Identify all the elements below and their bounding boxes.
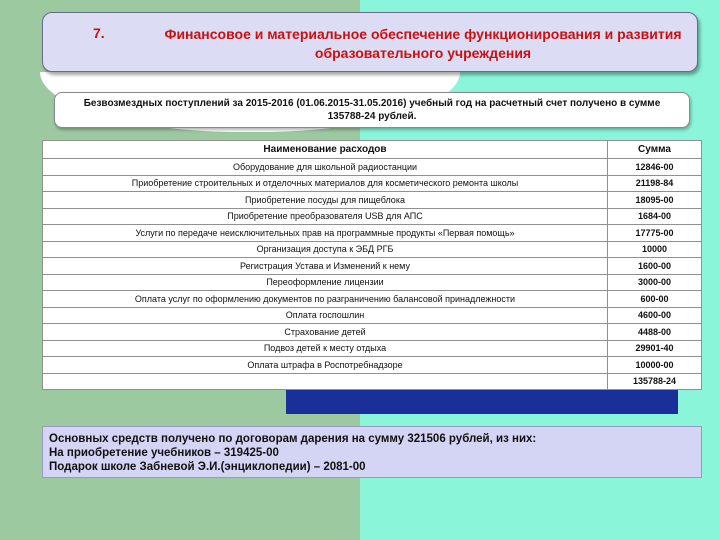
expense-sum: 29901-40 <box>608 340 702 357</box>
income-info-box: Безвозмездных поступлений за 2015-2016 (01.06.2015-31.05.2016) учебный год на расчетный счет получено в сумме 135788-24 рублей. <box>54 92 690 128</box>
table-row <box>43 192 702 209</box>
expense-sum: 17775-00 <box>608 225 702 242</box>
expense-name: Приобретение посуды для пищеблока <box>43 192 608 209</box>
donations-summary <box>42 426 702 478</box>
expense-sum: 4600-00 <box>608 307 702 324</box>
expense-name: Оплата госпошлин <box>43 307 608 324</box>
table-row <box>43 307 702 324</box>
expense-sum: 1600-00 <box>608 258 702 275</box>
summary-line: Подарок школе Забневой Э.И.(энциклопедии) – 2081-00 <box>49 461 366 473</box>
column-header-sum: Сумма <box>608 141 702 159</box>
column-header-name: Наименование расходов <box>43 141 608 159</box>
expense-sum: 3000-00 <box>608 274 702 291</box>
expense-name: Оплата услуг по оформлению документов по разграничению балансовой принадлежности <box>43 291 608 308</box>
expense-sum: 12846-00 <box>608 159 702 176</box>
table-row <box>43 340 702 357</box>
table-row <box>43 291 702 308</box>
table-row <box>43 225 702 242</box>
expense-sum: 10000 <box>608 241 702 258</box>
total-label <box>43 373 608 390</box>
expense-sum: 10000-00 <box>608 357 702 374</box>
table-header-row <box>43 141 702 159</box>
table-row <box>43 241 702 258</box>
expense-name: Организация доступа к ЭБД РГБ <box>43 241 608 258</box>
table-total-row <box>43 373 702 390</box>
expense-sum: 21198-84 <box>608 175 702 192</box>
section-number: 7. <box>93 25 105 41</box>
table-row <box>43 324 702 341</box>
table-row <box>43 159 702 176</box>
expense-name: Регистрация Устава и Изменений к нему <box>43 258 608 275</box>
title-box <box>42 12 698 72</box>
expense-name: Оплата штрафа в Роспотребнадзоре <box>43 357 608 374</box>
table-row <box>43 274 702 291</box>
expense-name: Услуги по передаче неисключительных прав на программные продукты «Первая помощь» <box>43 225 608 242</box>
expense-name: Подвоз детей к месту отдыха <box>43 340 608 357</box>
table-row <box>43 258 702 275</box>
expense-name: Приобретение строительных и отделочных материалов для косметического ремонта школы <box>43 175 608 192</box>
expense-sum: 4488-00 <box>608 324 702 341</box>
page-title: Финансовое и материальное обеспечение функционирования и развития образовательного учреждения <box>164 26 682 61</box>
expense-sum: 600-00 <box>608 291 702 308</box>
expense-name: Переоформление лицензии <box>43 274 608 291</box>
expense-sum: 1684-00 <box>608 208 702 225</box>
table-row <box>43 208 702 225</box>
expense-name: Оборудование для школьной радиостанции <box>43 159 608 176</box>
expenses-table <box>42 140 702 390</box>
table-row <box>43 175 702 192</box>
expense-name: Страхование детей <box>43 324 608 341</box>
expense-name: Приобретение преобразователя USB для АПС <box>43 208 608 225</box>
summary-line: Основных средств получено по договорам дарения на сумму 321506 рублей, из них: <box>49 433 537 445</box>
summary-line: На приобретение учебников – 319425-00 <box>49 447 279 459</box>
expense-sum: 18095-00 <box>608 192 702 209</box>
table-row <box>43 357 702 374</box>
total-sum: 135788-24 <box>608 373 702 390</box>
